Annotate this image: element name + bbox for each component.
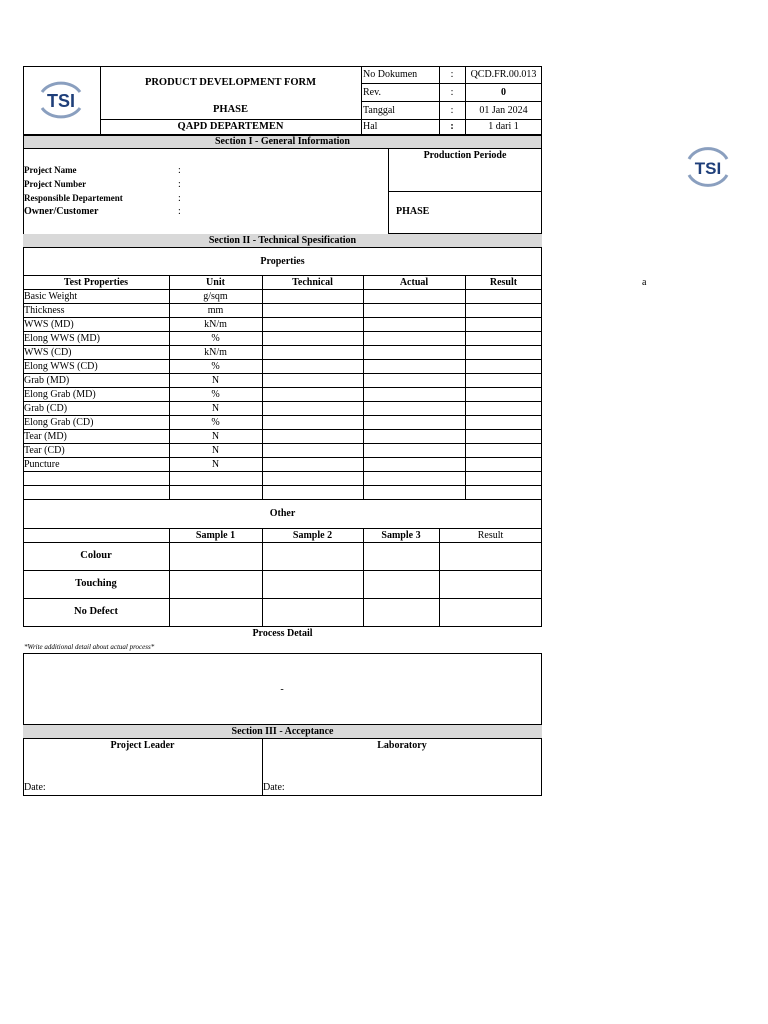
row-unit: N — [211, 445, 220, 456]
form-title: PRODUCT DEVELOPMENT FORM — [144, 77, 317, 88]
company-logo — [36, 78, 86, 122]
other-col-sample2: Sample 2 — [292, 530, 333, 541]
row-unit: % — [211, 333, 220, 344]
row-unit: N — [211, 431, 220, 442]
doc-sep: : — [450, 105, 454, 116]
row-unit: % — [211, 389, 220, 400]
doc-label-date: Tanggal — [363, 105, 396, 116]
doc-value-page: 1 dari 1 — [488, 121, 519, 132]
properties-title: Properties — [260, 256, 305, 267]
doc-value-date: 01 Jan 2024 — [479, 105, 528, 116]
process-note: *Write additional detail about actual process* — [24, 643, 155, 651]
row-name: Grab (CD) — [24, 403, 68, 414]
row-unit: kN/m — [204, 319, 227, 330]
field-sep: : — [178, 206, 181, 217]
doc-label-page: Hal — [363, 121, 378, 132]
row-name: WWS (MD) — [24, 319, 74, 330]
other-col-sample1: Sample 1 — [195, 530, 236, 541]
other-title: Other — [269, 508, 296, 519]
project-leader-label: Project Leader — [110, 740, 175, 751]
field-label-project-number: Project Number — [24, 179, 87, 189]
row-name: Elong WWS (MD) — [24, 333, 100, 344]
production-periode-label: Production Periode — [423, 150, 507, 161]
row-name: Tear (CD) — [24, 445, 65, 456]
row-unit: N — [211, 403, 220, 414]
side-logo-text: TSI — [694, 159, 722, 178]
row-name: Elong Grab (CD) — [24, 417, 94, 428]
row-unit: % — [211, 417, 220, 428]
other-row-touching: Touching — [75, 578, 117, 589]
row-unit: mm — [207, 305, 224, 316]
row-unit: kN/m — [204, 347, 227, 358]
section3-title: Section III - Acceptance — [231, 726, 334, 737]
col-unit: Unit — [206, 277, 225, 288]
row-unit: g/sqm — [203, 291, 228, 302]
doc-sep: : — [450, 69, 454, 80]
phase-title: PHASE — [212, 104, 248, 115]
col-result: Result — [489, 277, 518, 288]
col-technical: Technical — [292, 277, 333, 288]
row-name: Elong WWS (CD) — [24, 361, 98, 372]
logo-text: TSI — [46, 91, 76, 111]
row-name: Elong Grab (MD) — [24, 389, 96, 400]
doc-value-no: QCD.FR.00.013 — [470, 69, 537, 80]
doc-value-rev: 0 — [501, 87, 506, 98]
field-label-responsible-dept: Responsible Departement — [24, 193, 123, 203]
row-name: WWS (CD) — [24, 347, 72, 358]
row-unit: N — [211, 459, 220, 470]
row-name: Puncture — [24, 459, 60, 470]
row-name: Tear (MD) — [24, 431, 67, 442]
field-label-project-name: Project Name — [24, 165, 77, 175]
row-unit: N — [211, 375, 220, 386]
phase-label: PHASE — [396, 206, 430, 217]
date-label-right: Date: — [263, 782, 285, 793]
col-test-properties: Test Properties — [63, 277, 129, 288]
other-row-colour: Colour — [80, 550, 112, 561]
laboratory-label: Laboratory — [377, 740, 427, 751]
field-label-owner: Owner/Customer — [24, 206, 99, 217]
process-title: Process Detail — [252, 628, 313, 639]
section1-title: Section I - General Information — [215, 136, 350, 147]
other-col-sample3: Sample 3 — [381, 530, 421, 541]
side-logo — [684, 145, 732, 189]
row-name: Thickness — [24, 305, 65, 316]
process-dash: - — [280, 684, 284, 695]
field-sep: : — [178, 179, 181, 190]
doc-label-no: No Dokumen — [363, 69, 418, 80]
row-unit: % — [211, 361, 220, 372]
doc-label-rev: Rev. — [363, 87, 381, 98]
other-row-no-defect: No Defect — [73, 606, 118, 617]
field-sep: : — [178, 193, 181, 204]
stray-char: a — [642, 277, 647, 288]
field-sep: : — [178, 165, 181, 176]
department-title: QAPD DEPARTEMEN — [177, 121, 284, 132]
doc-sep: : — [450, 121, 454, 132]
section2-title: Section II - Technical Spesification — [208, 235, 357, 246]
row-name: Basic Weight — [24, 291, 78, 302]
row-name: Grab (MD) — [24, 375, 70, 386]
doc-sep: : — [450, 87, 454, 98]
col-actual: Actual — [399, 277, 429, 288]
other-col-result: Result — [477, 530, 504, 541]
date-label-left: Date: — [24, 782, 46, 793]
